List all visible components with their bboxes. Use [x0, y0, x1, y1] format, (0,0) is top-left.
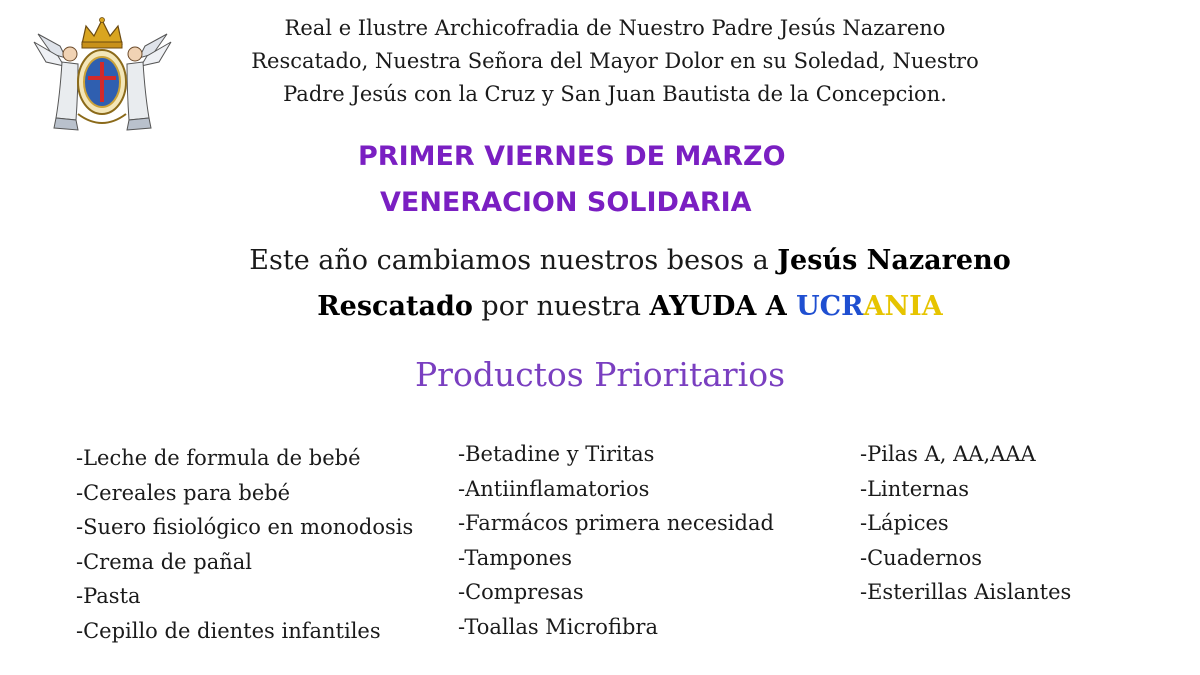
- message-text-1: Este año cambiamos nuestros besos a: [249, 245, 778, 276]
- list-item: -Toallas Microfibra: [458, 614, 658, 639]
- list-item: -Esterillas Aislantes: [860, 580, 1072, 604]
- list-item: -Leche de formula de bebé: [76, 446, 361, 470]
- products-column-2: [458, 437, 774, 644]
- brotherhood-name: [200, 12, 1030, 111]
- list-item: -Suero fisiológico en monodosis: [76, 515, 414, 539]
- list-item: -Pasta: [76, 584, 141, 608]
- list-item: -Pilas A, AA,AAA: [860, 442, 1036, 466]
- list-item: -Lápices: [860, 511, 949, 535]
- list-item: -Tampones: [458, 545, 572, 570]
- products-column-1: [76, 441, 413, 648]
- ukraine-blue-text: UCR: [796, 291, 864, 322]
- list-item: -Linternas: [860, 476, 970, 501]
- header-line-3: Padre Jesús con la Cruz y San Juan Bautista de la Concepcion.: [283, 82, 947, 106]
- products-column-3: [860, 437, 1071, 610]
- list-item: -Compresas: [458, 580, 584, 604]
- event-line-1: PRIMER VIERNES DE MARZO: [358, 141, 786, 172]
- header-line-2: Rescatado, Nuestra Señora del Mayor Dolor en su Soledad, Nuestro: [251, 49, 979, 73]
- brotherhood-emblem-icon: [30, 14, 175, 139]
- list-item: -Farmácos primera necesidad: [458, 511, 774, 535]
- shield-icon: [78, 50, 126, 123]
- message-bold-jesus: Jesús Nazareno: [777, 245, 1011, 276]
- ukraine-yellow-text: ANIA: [863, 291, 943, 322]
- list-item: -Betadine y Tiritas: [458, 442, 655, 466]
- left-angel-icon: [34, 34, 78, 130]
- event-line-2: VENERACION SOLIDARIA: [380, 187, 752, 218]
- message-line-2: [160, 284, 1100, 330]
- message-bold-rescatado: Rescatado: [317, 291, 473, 322]
- list-item: -Cepillo de dientes infantiles: [76, 618, 381, 643]
- list-item: -Crema de pañal: [76, 549, 253, 574]
- right-angel-icon: [127, 34, 171, 130]
- message-bold-ayuda: AYUDA A: [649, 291, 797, 322]
- solidarity-message: [160, 238, 1100, 330]
- header-line-1: Real e Ilustre Archicofradia de Nuestro Padre Jesús Nazareno: [284, 16, 946, 40]
- message-line-1: [160, 238, 1100, 284]
- message-text-2: por nuestra: [472, 291, 650, 322]
- list-item: -Cereales para bebé: [76, 480, 291, 505]
- list-item: -Antiinflamatorios: [458, 476, 650, 501]
- products-title: Productos Prioritarios: [414, 355, 786, 394]
- list-item: -Cuadernos: [860, 545, 983, 570]
- crown-icon: [82, 18, 122, 49]
